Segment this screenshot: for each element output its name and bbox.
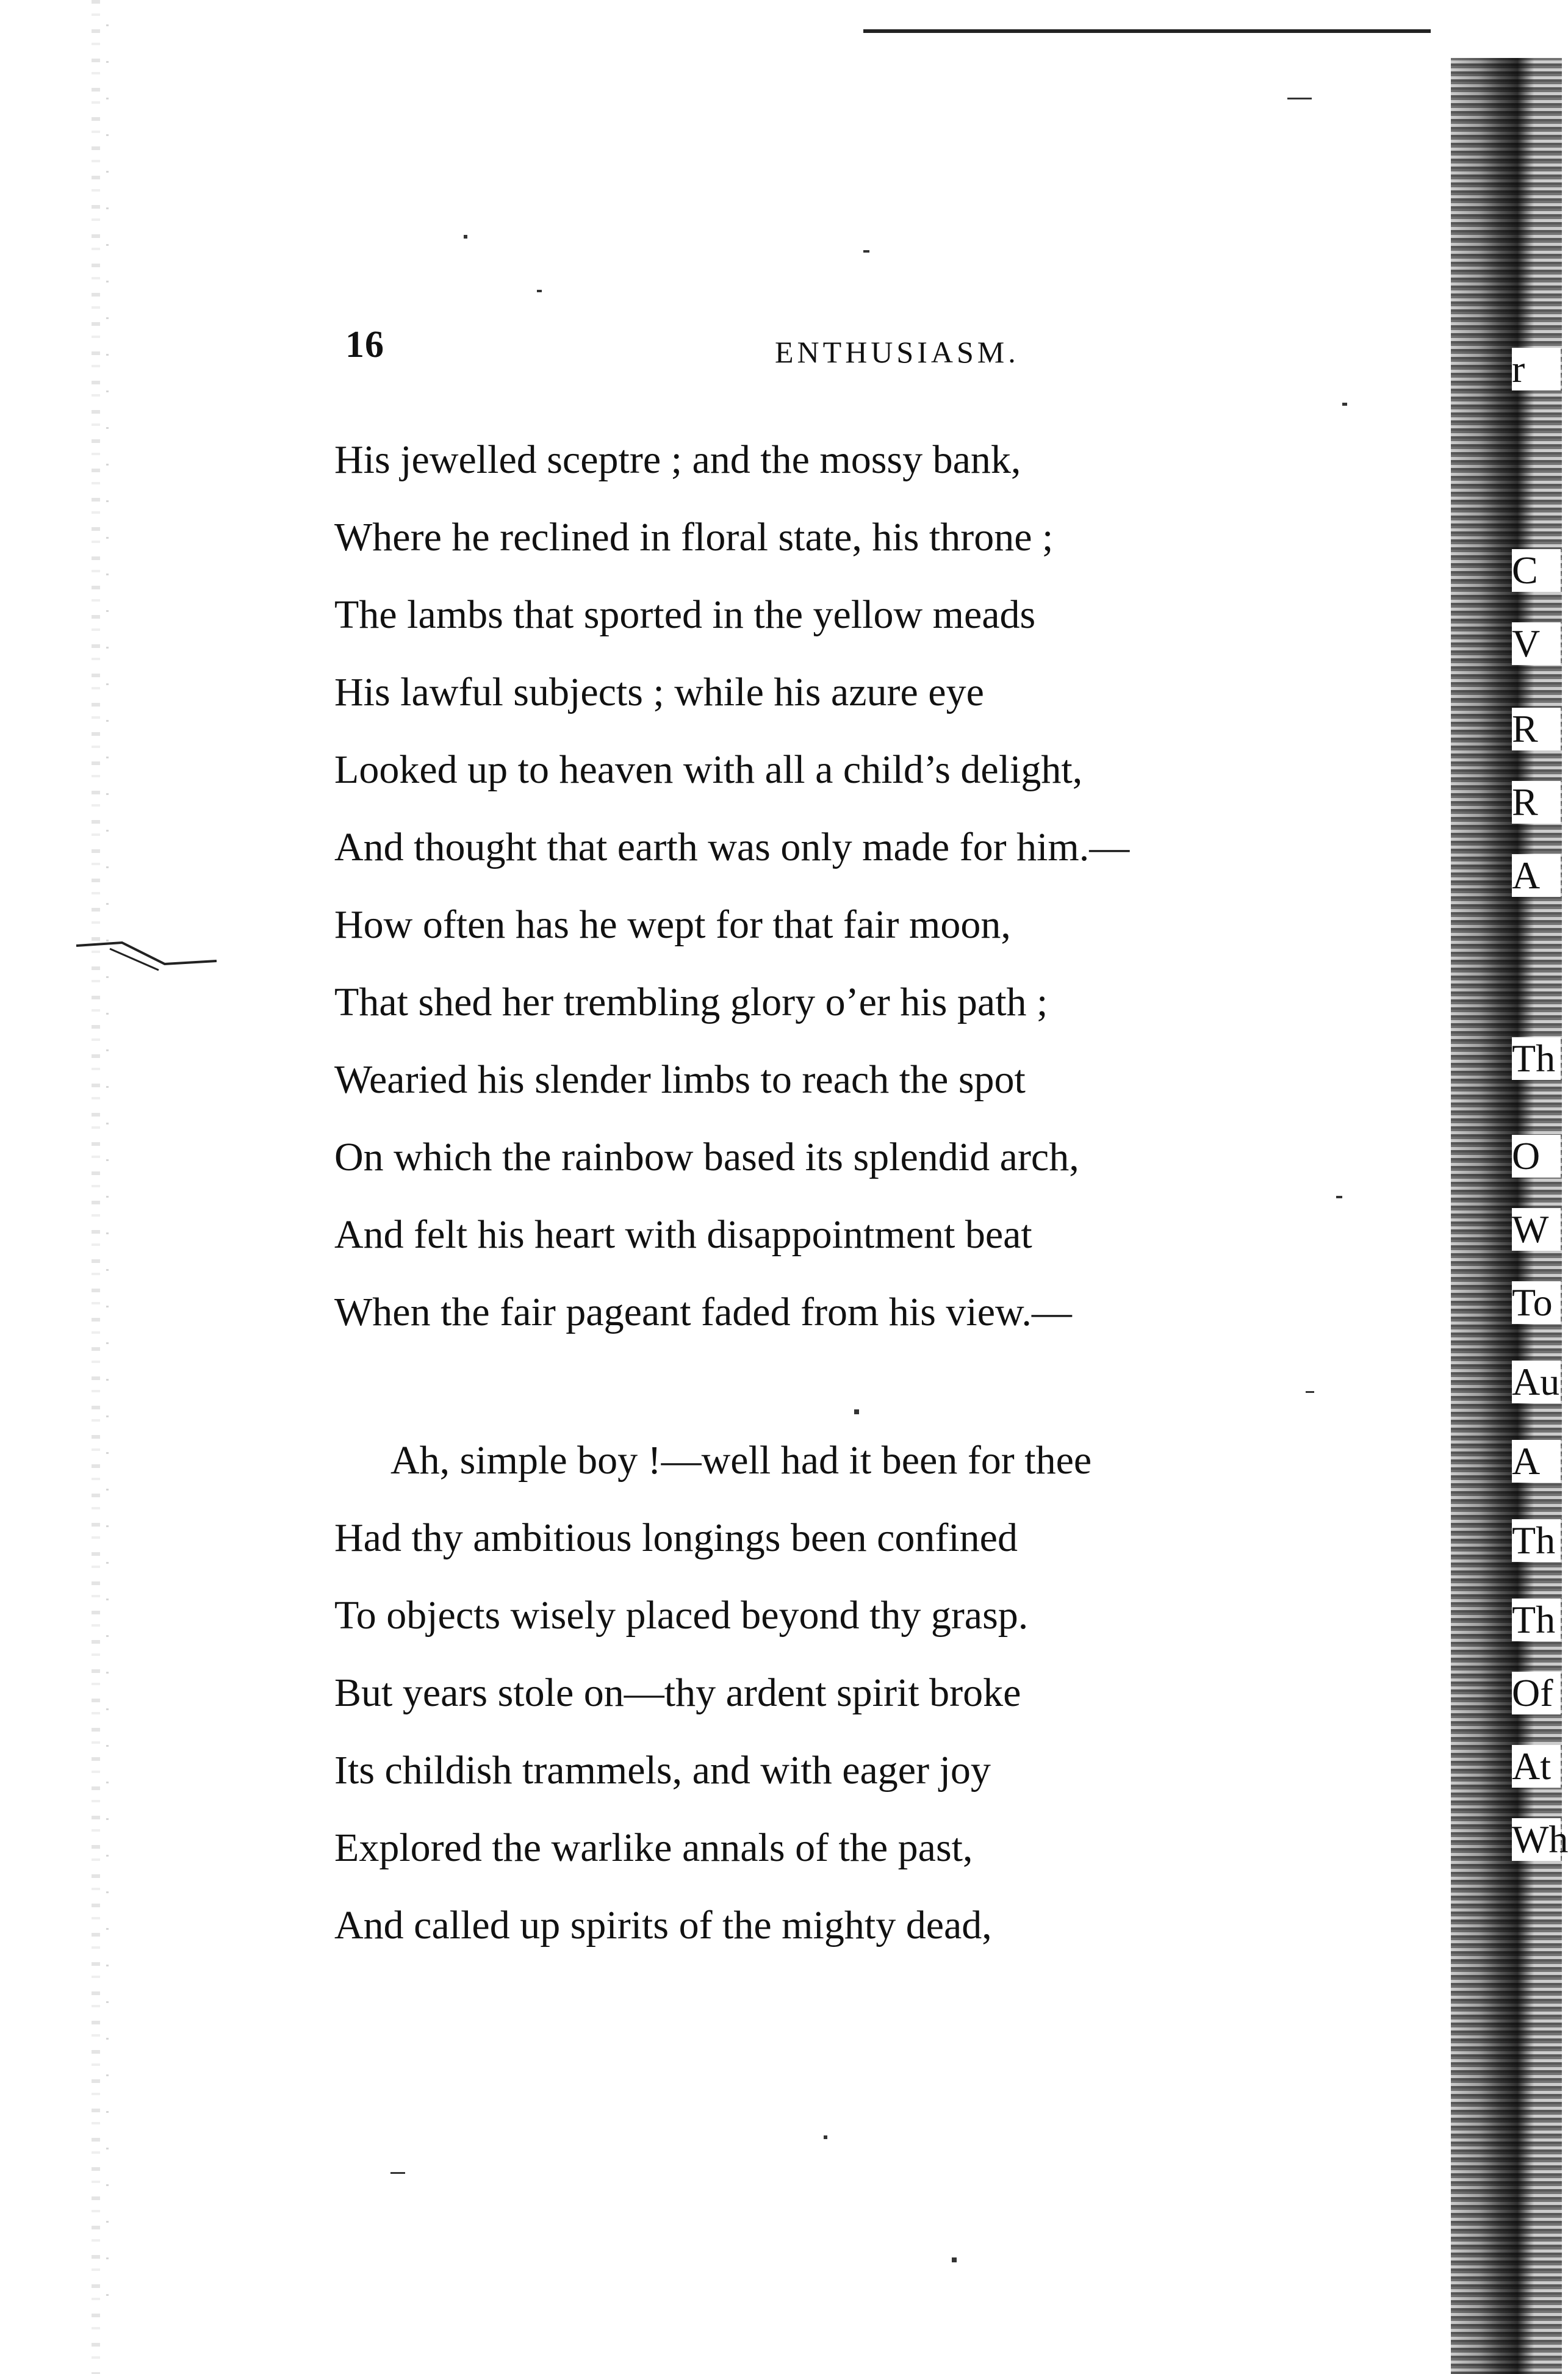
adjacent-page-fragment: A	[1512, 1440, 1561, 1483]
adjacent-page-fragment: R	[1512, 708, 1561, 750]
pencil-mark	[73, 937, 220, 973]
stanza	[334, 421, 1372, 1351]
adjacent-page-fragment: A	[1512, 854, 1561, 897]
adjacent-page-fragment: O	[1512, 1135, 1561, 1178]
scan-speck	[854, 1409, 859, 1414]
scan-speck	[824, 2135, 827, 2139]
scan-speck	[952, 2257, 957, 2262]
poem-line: Had thy ambitious longings been confined	[334, 1516, 1018, 1560]
scan-speck	[464, 235, 467, 239]
poem-line: Looked up to heaven with all a child’s delight,	[334, 747, 1083, 792]
poem-text	[334, 421, 1372, 1964]
poem-line: Wearied his slender limbs to reach the spot	[334, 1057, 1026, 1102]
scan-speck	[390, 2172, 405, 2174]
poem-line: The lambs that sported in the yellow meads	[334, 592, 1036, 637]
poem-line: His jewelled sceptre ; and the mossy bank,	[334, 437, 1021, 482]
running-title: ENTHUSIASM.	[775, 335, 1020, 369]
scan-speck	[1342, 403, 1347, 406]
top-rule	[863, 29, 1431, 33]
adjacent-page-fragment: Th	[1512, 1519, 1561, 1562]
adjacent-page-fragment: Of	[1512, 1672, 1561, 1714]
adjacent-page-fragment: At	[1512, 1745, 1561, 1788]
adjacent-page-fragment: R	[1512, 781, 1561, 824]
adjacent-page-fragment: V	[1512, 622, 1561, 665]
adjacent-page-fragment: Au	[1512, 1360, 1560, 1403]
poem-line: His lawful subjects ; while his azure eye	[334, 670, 984, 714]
adjacent-page-fragment: Th	[1512, 1599, 1561, 1641]
adjacent-page-fragment: To	[1512, 1281, 1561, 1324]
poem-line: Its childish trammels, and with eager joy	[334, 1748, 991, 1793]
poem-line: When the fair pageant faded from his view.—	[334, 1290, 1072, 1334]
poem-line: To objects wisely placed beyond thy grasp.	[334, 1593, 1029, 1638]
adjacent-page-edge	[1451, 58, 1568, 2374]
poem-line: But years stole on—thy ardent spirit broke	[334, 1671, 1021, 1715]
poem-line: That shed her trembling glory o’er his path ;	[334, 980, 1048, 1024]
scan-speck	[863, 250, 869, 253]
adjacent-page-fragment: Wh	[1512, 1818, 1568, 1861]
adjacent-page-fragment: Th	[1512, 1037, 1561, 1080]
stanza	[334, 1422, 1372, 1964]
page-number: 16	[345, 324, 384, 365]
adjacent-page-fragment: W	[1512, 1208, 1561, 1251]
poem-line: How often has he wept for that fair moon,	[334, 902, 1011, 947]
running-head	[0, 323, 1562, 372]
adjacent-page-fragment: C	[1512, 549, 1561, 592]
poem-line: And felt his heart with disappointment beat	[334, 1212, 1032, 1257]
scan-speck	[1287, 98, 1312, 99]
poem-line: Ah, simple boy !—well had it been for thee	[390, 1438, 1092, 1483]
poem-line: And called up spirits of the mighty dead,	[334, 1903, 992, 1948]
scan-speck	[537, 290, 542, 292]
scan-speck	[1336, 1196, 1342, 1198]
poem-line: On which the rainbow based its splendid arch,	[334, 1135, 1079, 1179]
adjacent-page-fragment: r	[1512, 348, 1561, 390]
poem-line: Explored the warlike annals of the past,	[334, 1825, 973, 1870]
poem-line: And thought that earth was only made for him.—	[334, 825, 1130, 869]
poem-line: Where he reclined in floral state, his throne ;	[334, 515, 1054, 559]
scan-speck	[1306, 1391, 1314, 1393]
